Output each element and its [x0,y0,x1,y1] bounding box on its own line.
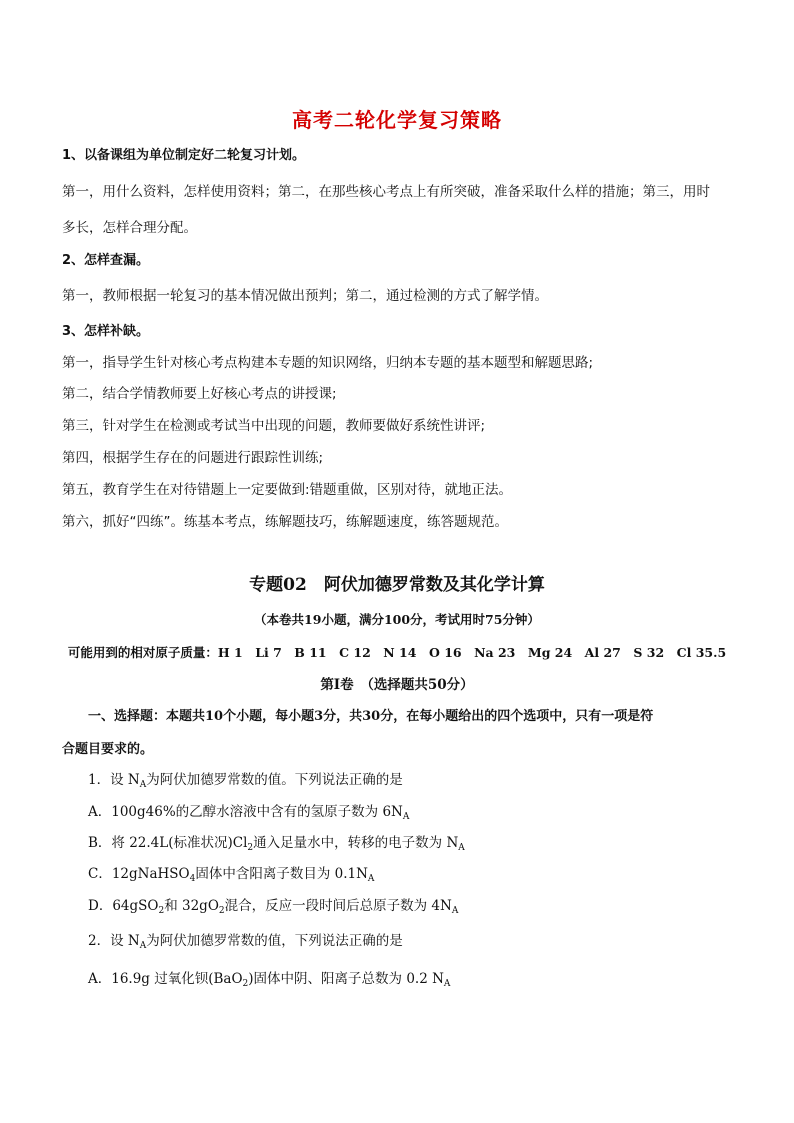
strategy-item: 第五，教育学生在对待错题上一定要做到:错题重做，区别对待，就地正法。 [62,482,513,498]
strategy-item: 第二，结合学情教师要上好核心考点的讲授课; [62,386,337,402]
question-1-stem: 1．设 $N_A$为阿伏加德罗常数的值。下列说法正确的是 [88,772,403,790]
question-2-option-a: A．16.9g 过氧化钡(BaO$_2$)固体中阴、阳离子总数为 0.2 $N_A$ [88,971,451,989]
strategy-heading-1: 1、以备课组为单位制定好二轮复习计划。 [62,148,306,163]
strategy-item: 第四，根据学生存在的问题进行跟踪性训练; [62,450,324,466]
part-one-heading: 第Ⅰ卷 （选择题共50分） [320,677,474,693]
strategy-paragraph-2: 第一，教师根据一轮复习的基本情况做出预判；第二，通过检测的方式了解学情。 [62,288,548,304]
question-1-option-c: C．12gNaHSO$_4$固体中含阳离子数目为 $0.1N_A$ [88,866,375,884]
question-1-option-d: D．64gSO$_2$和 $32gO_2$混合，反应一段时间后总原子数为 $4N_A$ [88,898,459,916]
strategy-paragraph-1a: 第一，用什么资料，怎样使用资料；第二，在那些核心考点上有所突破，准备采取什么样的措施；第三，用时 [62,184,710,200]
strategy-heading-2: 2、怎样查漏。 [62,253,150,268]
exam-info: （本卷共19小题，满分100分，考试用时75分钟） [254,612,540,627]
strategy-paragraph-1b: 多长，怎样合理分配。 [62,220,197,236]
page-title: 高考二轮化学复习策略 [292,108,502,132]
strategy-item: 第六，抓好“四练”。练基本考点，练解题技巧，练解题速度，练答题规范。 [62,514,508,530]
strategy-heading-3: 3、怎样补缺。 [62,324,150,339]
strategy-item: 第一，指导学生针对核心考点构建本专题的知识网络，归纳本专题的基本题型和解题思路; [62,355,594,371]
instructions-line-2: 合题目要求的。 [62,742,154,757]
instructions-line-1: 一、选择题：本题共10个小题，每小题3分，共30分，在每小题给出的四个选项中，只有一项是符 [88,709,654,724]
question-1-option-b: B．将 22.4L(标准状况)$Cl_2$通入足量水中，转移的电子数为 $N_A$ [88,835,465,853]
atomic-masses: 可能用到的相对原子质量：H 1 Li 7 B 11 C 12 N 14 O 16 Na 23 Mg 24 Al 27 S 32 Cl 35.5 [67,645,727,660]
exam-title: 专题02 阿伏加德罗常数及其化学计算 [249,575,545,595]
question-1-option-a: A．100g46%的乙醇水溶液中含有的氢原子数为 $6N_A$ [88,804,410,822]
question-2-stem: 2．设 $N_A$为阿伏加德罗常数的值，下列说法正确的是 [88,933,403,951]
strategy-item: 第三，针对学生在检测或考试当中出现的问题，教师要做好系统性讲评; [62,418,486,434]
